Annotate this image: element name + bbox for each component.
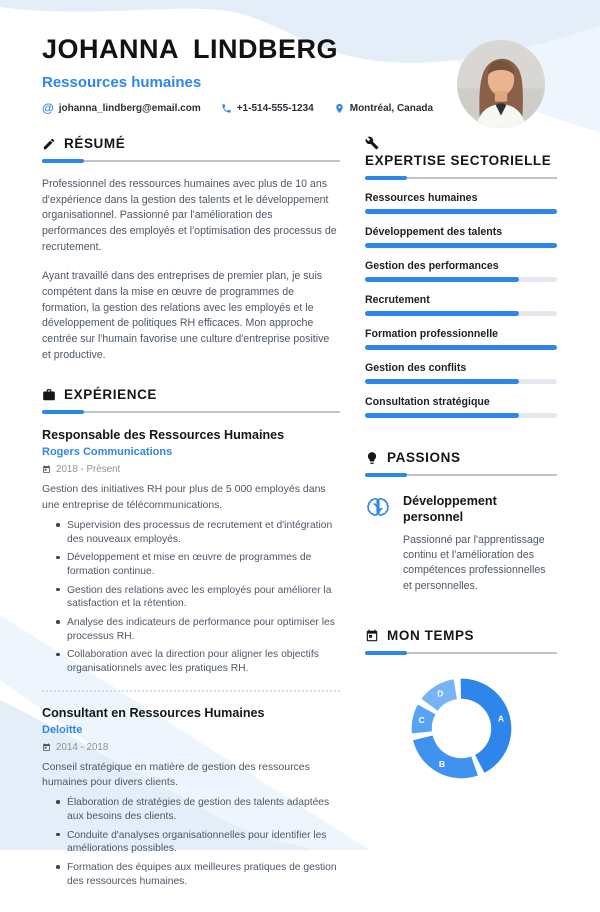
passion-body bbox=[403, 493, 557, 594]
resume-paragraph: Professionnel des ressources humaines avec plus de 10 ans d'expérience dans la gestion des talents et le développement organisationnel. Passionné par l'amélioration des performances des employés et l'optimisation des processus de recrutement. bbox=[42, 178, 337, 253]
job-bullet: Supervision des processus de recrutement et d'intégration des nouveaux employés. bbox=[56, 519, 340, 546]
resume-paragraphs bbox=[42, 177, 340, 363]
job-bullet: Gestion des relations avec les employés pour améliorer la satisfaction et la rétention. bbox=[56, 584, 340, 611]
section-rule bbox=[365, 473, 557, 477]
skill-item bbox=[365, 294, 557, 316]
skill-item bbox=[365, 192, 557, 214]
section-resume bbox=[42, 136, 340, 363]
pen-icon bbox=[42, 137, 56, 151]
calendar-small-icon bbox=[42, 465, 51, 474]
job-bullet-list bbox=[56, 519, 340, 676]
skill-item bbox=[365, 328, 557, 350]
brain-icon bbox=[365, 495, 391, 521]
resume-heading-label: RÉSUMÉ bbox=[64, 136, 126, 151]
expertise-heading-label: EXPERTISE SECTORIELLE bbox=[365, 153, 552, 168]
passion-text: Passionné par l'apprentissage continu et l'amélioration des compétences professionnelles et personnelles. bbox=[403, 533, 546, 592]
skill-bar-fill bbox=[365, 345, 557, 350]
job-bullet: Analyse des indicateurs de performance pour optimiser les processus RH. bbox=[56, 616, 340, 643]
skill-list bbox=[365, 192, 557, 418]
skill-item bbox=[365, 226, 557, 248]
avatar bbox=[457, 40, 545, 128]
email-text: johanna_lindberg@email.com bbox=[58, 102, 201, 114]
resume-paragraph: Ayant travaillé dans des entreprises de premier plan, je suis compétent dans la mise en œuvre de programmes de formation, la gestion des relations avec les employés et le développement de politiques RH efficaces. Mon approche centrée sur l'humain favorise une culture d'entreprise positive et productive. bbox=[42, 270, 330, 361]
donut-slice-B bbox=[413, 736, 478, 779]
section-rule bbox=[365, 176, 557, 180]
skill-bar-fill bbox=[365, 311, 519, 316]
job-title: Responsable des Ressources Humaines bbox=[42, 428, 285, 443]
job-title: Consultant en Ressources Humaines bbox=[42, 705, 265, 720]
job-bullet: Conduite d'analyses organisationnelles pour identifier les améliorations possibles. bbox=[56, 829, 340, 856]
skill-bar-fill bbox=[365, 413, 519, 418]
skill-bar-track bbox=[365, 277, 557, 282]
time-donut-chart bbox=[404, 671, 519, 786]
resume-heading bbox=[42, 136, 340, 151]
skill-label: Développement des talents bbox=[365, 226, 503, 238]
experience-heading bbox=[42, 387, 340, 402]
skill-label: Consultation stratégique bbox=[365, 396, 490, 408]
job-summary: Conseil stratégique en matière de gestion des ressources humaines pour divers clients. bbox=[42, 760, 310, 788]
section-rule bbox=[365, 651, 557, 655]
phone-text: +1-514-555-1234 bbox=[236, 102, 314, 114]
job-dates bbox=[42, 742, 340, 753]
skill-item bbox=[365, 396, 557, 418]
donut-slice-label: A bbox=[497, 713, 504, 724]
header bbox=[42, 36, 442, 114]
calendar-icon bbox=[365, 629, 379, 643]
phone-icon bbox=[221, 103, 232, 114]
contact-email bbox=[42, 102, 201, 114]
donut-slice-label: C bbox=[418, 715, 425, 726]
contact-location bbox=[334, 103, 433, 114]
skill-bar-fill bbox=[365, 243, 557, 248]
mon-temps-heading bbox=[365, 628, 557, 643]
passion-item bbox=[365, 493, 557, 594]
skill-item bbox=[365, 362, 557, 384]
section-passions bbox=[365, 450, 557, 594]
passions-heading-label: PASSIONS bbox=[387, 450, 461, 465]
job-bullet-list bbox=[56, 796, 340, 888]
skill-label: Recrutement bbox=[365, 294, 430, 306]
skill-item bbox=[365, 260, 557, 282]
passion-title: Développement personnel bbox=[403, 494, 497, 525]
job-list bbox=[42, 428, 340, 888]
skill-label: Formation professionnelle bbox=[365, 328, 499, 340]
right-column bbox=[365, 136, 557, 810]
skill-bar-track bbox=[365, 345, 557, 350]
passions-heading bbox=[365, 450, 557, 465]
job-entry bbox=[42, 690, 340, 889]
location-icon bbox=[334, 103, 345, 114]
passion-list bbox=[365, 493, 557, 594]
contact-phone bbox=[221, 103, 314, 114]
job-dates bbox=[42, 464, 340, 475]
lightbulb-icon bbox=[365, 451, 379, 465]
at-icon: @ bbox=[42, 101, 54, 115]
job-dates-text: 2018 - Présent bbox=[56, 464, 121, 476]
calendar-small-icon bbox=[42, 743, 51, 752]
job-summary: Gestion des initiatives RH pour plus de 5 000 employés dans une entreprise de télécommunications. bbox=[42, 483, 326, 511]
skill-bar-track bbox=[365, 243, 557, 248]
skill-bar-fill bbox=[365, 379, 519, 384]
skill-label: Ressources humaines bbox=[365, 192, 478, 204]
job-bullet: Élaboration de stratégies de gestion des talents adaptées aux besoins des clients. bbox=[56, 796, 340, 823]
job-entry bbox=[42, 428, 340, 675]
skill-bar-track bbox=[365, 413, 557, 418]
expertise-heading bbox=[365, 136, 557, 168]
job-bullet: Formation des équipes aux meilleures pratiques de gestion des ressources humaines. bbox=[56, 861, 340, 888]
job-bullet: Développement et mise en œuvre de programmes de formation continue. bbox=[56, 551, 340, 578]
skill-bar-fill bbox=[365, 209, 557, 214]
skill-label: Gestion des performances bbox=[365, 260, 499, 272]
left-column bbox=[42, 136, 340, 912]
donut-slice-label: B bbox=[438, 759, 445, 770]
contact-row bbox=[42, 102, 442, 114]
section-rule bbox=[42, 159, 340, 163]
skill-bar-track bbox=[365, 311, 557, 316]
person-job-title: Ressources humaines bbox=[42, 74, 202, 91]
avatar-photo-placeholder bbox=[457, 40, 545, 128]
wrench-icon bbox=[365, 136, 379, 150]
donut-chart-area bbox=[365, 671, 557, 786]
location-text: Montréal, Canada bbox=[349, 102, 434, 114]
skill-bar-track bbox=[365, 209, 557, 214]
section-expertise bbox=[365, 136, 557, 418]
briefcase-icon bbox=[42, 388, 56, 402]
section-mon-temps bbox=[365, 628, 557, 786]
skill-bar-fill bbox=[365, 277, 519, 282]
skill-bar-track bbox=[365, 379, 557, 384]
job-dates-text: 2014 - 2018 bbox=[56, 741, 109, 753]
experience-heading-label: EXPÉRIENCE bbox=[64, 387, 158, 403]
job-bullet: Collaboration avec la direction pour aligner les objectifs organisationnels avec les pratiques RH. bbox=[56, 648, 340, 675]
donut-slice-label: D bbox=[436, 688, 444, 699]
section-experience bbox=[42, 387, 340, 888]
skill-label: Gestion des conflits bbox=[365, 362, 467, 374]
job-company: Rogers Communications bbox=[42, 446, 173, 459]
mon-temps-heading-label: MON TEMPS bbox=[387, 628, 475, 644]
job-company: Deloitte bbox=[42, 723, 83, 736]
section-rule bbox=[42, 410, 340, 414]
person-name: JOHANNA LINDBERG bbox=[42, 34, 339, 64]
